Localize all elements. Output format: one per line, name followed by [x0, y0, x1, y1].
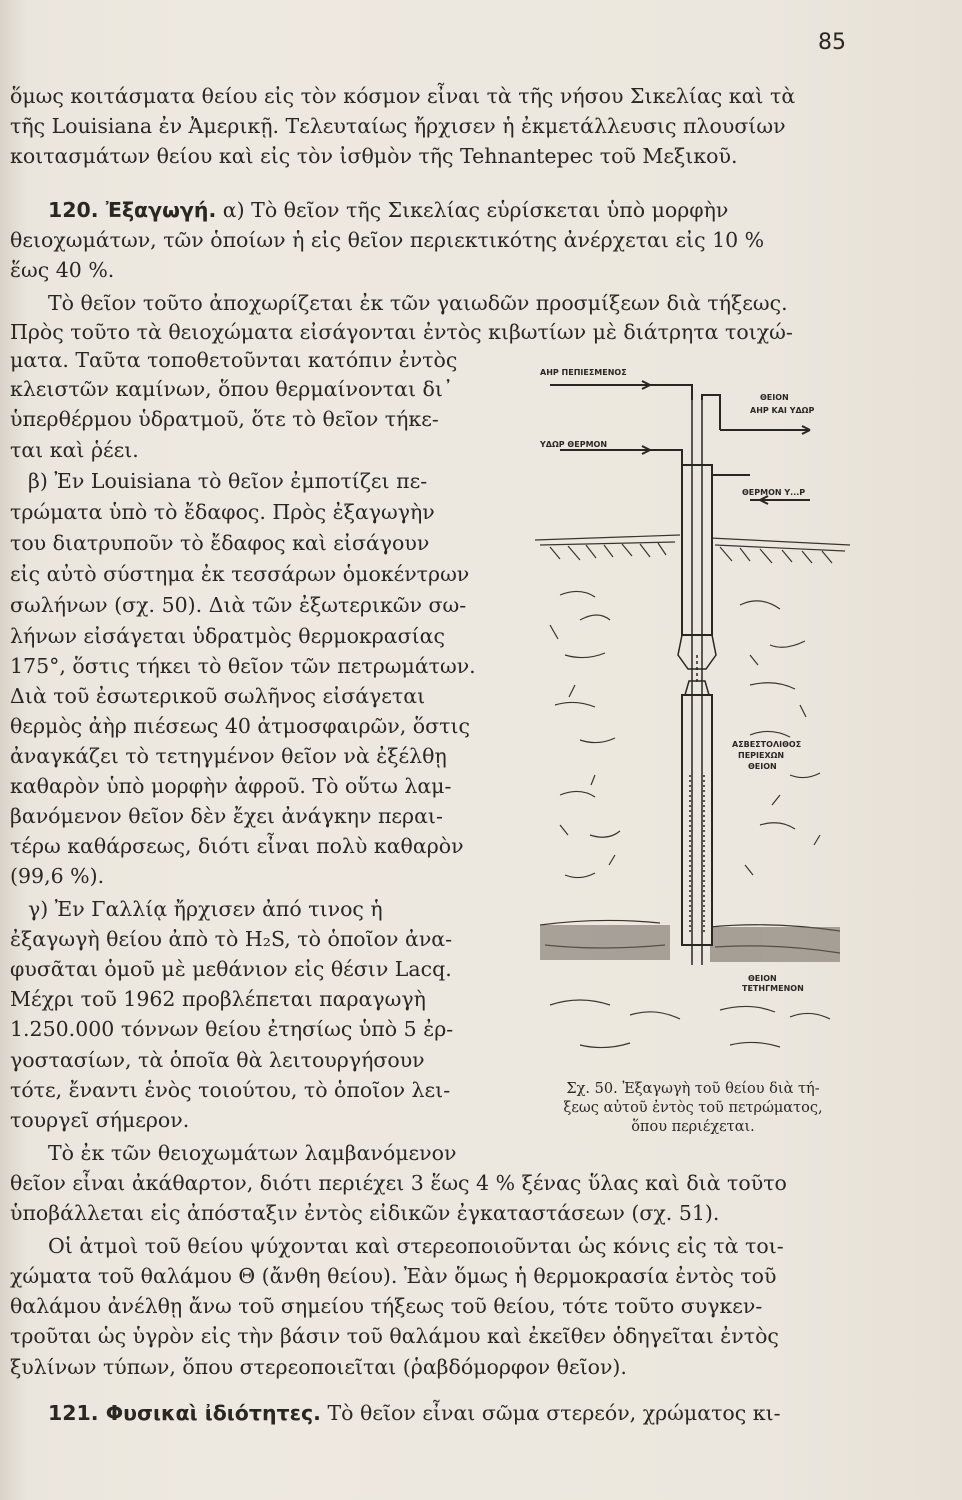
label-compressed-air: ΑΗΡ ΠΕΠΙΕΣΜΕΝΟΣ — [540, 368, 627, 377]
text-line: 121. Φυσικαὶ ἰδιότητες. Τὸ θεῖον εἶναι σῶμα στερεόν, χρώματος κι- — [48, 1401, 781, 1425]
text-line: τρώματα ὑπὸ τὸ ἔδαφος. Πρὸς ἐξαγωγὴν — [10, 500, 435, 524]
label-hot-return: ΘΕΡΜΟΝ Υ...Ρ — [742, 488, 806, 497]
text-line: Οἱ ἀτμοὶ τοῦ θείου ψύχονται καὶ στερεοποιοῦνται ὡς κόνις εἰς τὰ τοι- — [48, 1234, 784, 1258]
text-line: ὅμως κοιτάσματα θείου εἰς τὸν κόσμον εἶναι τὰ τῆς νήσου Σικελίας καὶ τὰ — [10, 84, 796, 108]
text-line: Τὸ ἐκ τῶν θειοχωμάτων λαμβανόμενον — [48, 1141, 457, 1165]
text-line: ὑποβάλλεται εἰς ἀπόσταξιν ἐντὸς εἰδικῶν ἐγκαταστάσεων (σχ. 51). — [10, 1201, 720, 1225]
label-air-and-water: ΑΗΡ ΚΑΙ ΥΔΩΡ — [750, 406, 815, 415]
text-line: Μέχρι τοῦ 1962 προβλέπεται παραγωγὴ — [10, 987, 426, 1011]
text-line: 1.250.000 τόννων θείου ἐτησίως ὑπὸ 5 ἐρ- — [10, 1017, 454, 1041]
label-sulfur-out: ΘΕΙΟΝ — [760, 393, 789, 402]
text-line: σωλήνων (σχ. 50). Διὰ τῶν ἐξωτερικῶν σω- — [10, 593, 467, 617]
text-line: του διατρυποῦν τὸ ἔδαφος καὶ εἰσάγουν — [10, 531, 430, 555]
text-line: ξυλίνων τύπων, ὅπου στερεοποιεῖται (ῥαβδόμορφον θεῖον). — [10, 1355, 627, 1379]
text-line: ἐξαγωγὴ θείου ἀπὸ τὸ H₂S, τὸ ὁποῖον ἀνα- — [10, 927, 453, 951]
text-line: θειοχωμάτων, τῶν ὁποίων ἡ εἰς θεῖον περιεκτικότης ἀνέρχεται εἰς 10 % — [10, 228, 765, 252]
text-line: φυσᾶται ὁμοῦ μὲ μεθάνιον εἰς θέσιν Lacq. — [10, 957, 452, 981]
text-line: κλειστῶν καμίνων, ὅπου θερμαίνονται δι᾿ — [10, 377, 454, 401]
text-line: βανόμενον θεῖον δὲν ἔχει ἀνάγκην περαι- — [10, 804, 443, 828]
text-line: θαλάμου ἀνέλθῃ ἄνω τοῦ σημείου τήξεως τοῦ θείου, τότε τοῦτο συγκεν- — [10, 1294, 763, 1318]
text-line: θερμὸς ἀὴρ πιέσεως 40 ἀτμοσφαιρῶν, ὅστις — [10, 714, 470, 738]
label-molten-sulfur-1: ΘΕΙΟΝ — [748, 974, 777, 983]
text-line: (99,6 %). — [10, 864, 105, 888]
page-number: 85 — [818, 30, 846, 55]
figure-50 — [520, 355, 860, 1080]
text-line: ματα. Ταῦτα τοποθετοῦνται κατόπιν ἐντὸς — [10, 348, 458, 372]
text-line: τῆς Louisiana ἐν Ἀμερικῇ. Τελευταίως ἤρχισεν ἡ ἐκμετάλλευσις πλουσίων — [10, 114, 786, 138]
text-line: Διὰ τοῦ ἐσωτερικοῦ σωλῆνος εἰσάγεται — [10, 684, 426, 708]
text-line: τροῦται ὡς ὑγρὸν εἰς τὴν βάσιν τοῦ θαλάμου καὶ ἐκεῖθεν ὁδηγεῖται ἐντὸς — [10, 1324, 779, 1348]
figure-caption: Σχ. 50. Ἐξαγωγὴ τοῦ θείου διὰ τή- ξεως αὐτοῦ ἐντὸς τοῦ πετρώματος, ὅπου περιέχεται. — [563, 1081, 823, 1135]
text-line: 120. Ἐξαγωγή. α) Τὸ θεῖον τῆς Σικελίας εὑρίσκεται ὑπὸ μορφὴν — [48, 198, 729, 222]
text-line: ται καὶ ῥέει. — [10, 438, 139, 462]
label-limestone-1: ΑΣΒΕΣΤΟΛΙΘΟΣ — [732, 740, 802, 749]
text-line: εἰς αὐτὸ σύστημα ἐκ τεσσάρων ὁμοκέντρων — [10, 562, 470, 586]
section-heading: 121. Φυσικαὶ ἰδιότητες. — [48, 1401, 321, 1425]
label-limestone-3: ΘΕΙΟΝ — [748, 762, 777, 771]
text-line: τέρω καθάρσεως, διότι εἶναι πολὺ καθαρὸν — [10, 834, 464, 858]
text-line: τότε, ἔναντι ἑνὸς τοιούτου, τὸ ὁποῖον λει- — [10, 1078, 451, 1102]
label-limestone-2: ΠΕΡΙΕΧΩΝ — [738, 751, 785, 760]
text-line: καθαρὸν ὑπὸ μορφὴν ἀφροῦ. Τὸ οὕτω λαμ- — [10, 774, 452, 798]
text-line: τουργεῖ σήμερον. — [10, 1108, 190, 1132]
text-line: χώματα τοῦ θαλάμου Θ (ἄνθη θείου). Ἐὰν ὅμως ἡ θερμοκρασία ἐντὸς τοῦ — [10, 1264, 777, 1288]
label-molten-sulfur-2: ΤΕΤΗΓΜΕΝΟΝ — [742, 984, 804, 993]
label-hot-water: ΥΔΩΡ ΘΕΡΜΟΝ — [540, 440, 608, 449]
text-line: ὑπερθέρμου ὑδρατμοῦ, ὅτε τὸ θεῖον τήκε- — [10, 407, 439, 431]
text-line: λήνων εἰσάγεται ὑδρατμὸς θερμοκρασίας — [10, 624, 445, 648]
sulfur-extraction-diagram — [520, 355, 860, 1080]
text-line: κοιτασμάτων θείου καὶ εἰς τὸν ἰσθμὸν τῆς Tehnantepec τοῦ Μεξικοῦ. — [10, 144, 738, 168]
text-line: ἕως 40 %. — [10, 258, 115, 282]
text-line: Τὸ θεῖον τοῦτο ἀποχωρίζεται ἐκ τῶν γαιωδῶν προσμίξεων διὰ τήξεως. — [48, 291, 788, 315]
text-line: ἀναγκάζει τὸ τετηγμένον θεῖον νὰ ἐξέλθῃ — [10, 744, 447, 768]
text-line: β) Ἐν Louisiana τὸ θεῖον ἐμποτίζει πε- — [28, 469, 428, 493]
text-line: 175°, ὅστις τήκει τὸ θεῖον τῶν πετρωμάτων. — [10, 654, 476, 678]
text-line: γ) Ἐν Γαλλίᾳ ἤρχισεν ἀπό τινος ἡ — [28, 897, 383, 921]
section-heading: 120. Ἐξαγωγή. — [48, 198, 217, 222]
text-line: γοστασίων, τὰ ὁποῖα θὰ λειτουργήσουν — [10, 1048, 425, 1072]
text-line: Πρὸς τοῦτο τὰ θειοχώματα εἰσάγονται ἐντὸς κιβωτίων μὲ διάτρητα τοιχώ- — [10, 320, 793, 344]
text-line: θεῖον εἶναι ἀκάθαρτον, διότι περιέχει 3 ἕως 4 % ξένας ὕλας καὶ διὰ τοῦτο — [10, 1171, 787, 1195]
